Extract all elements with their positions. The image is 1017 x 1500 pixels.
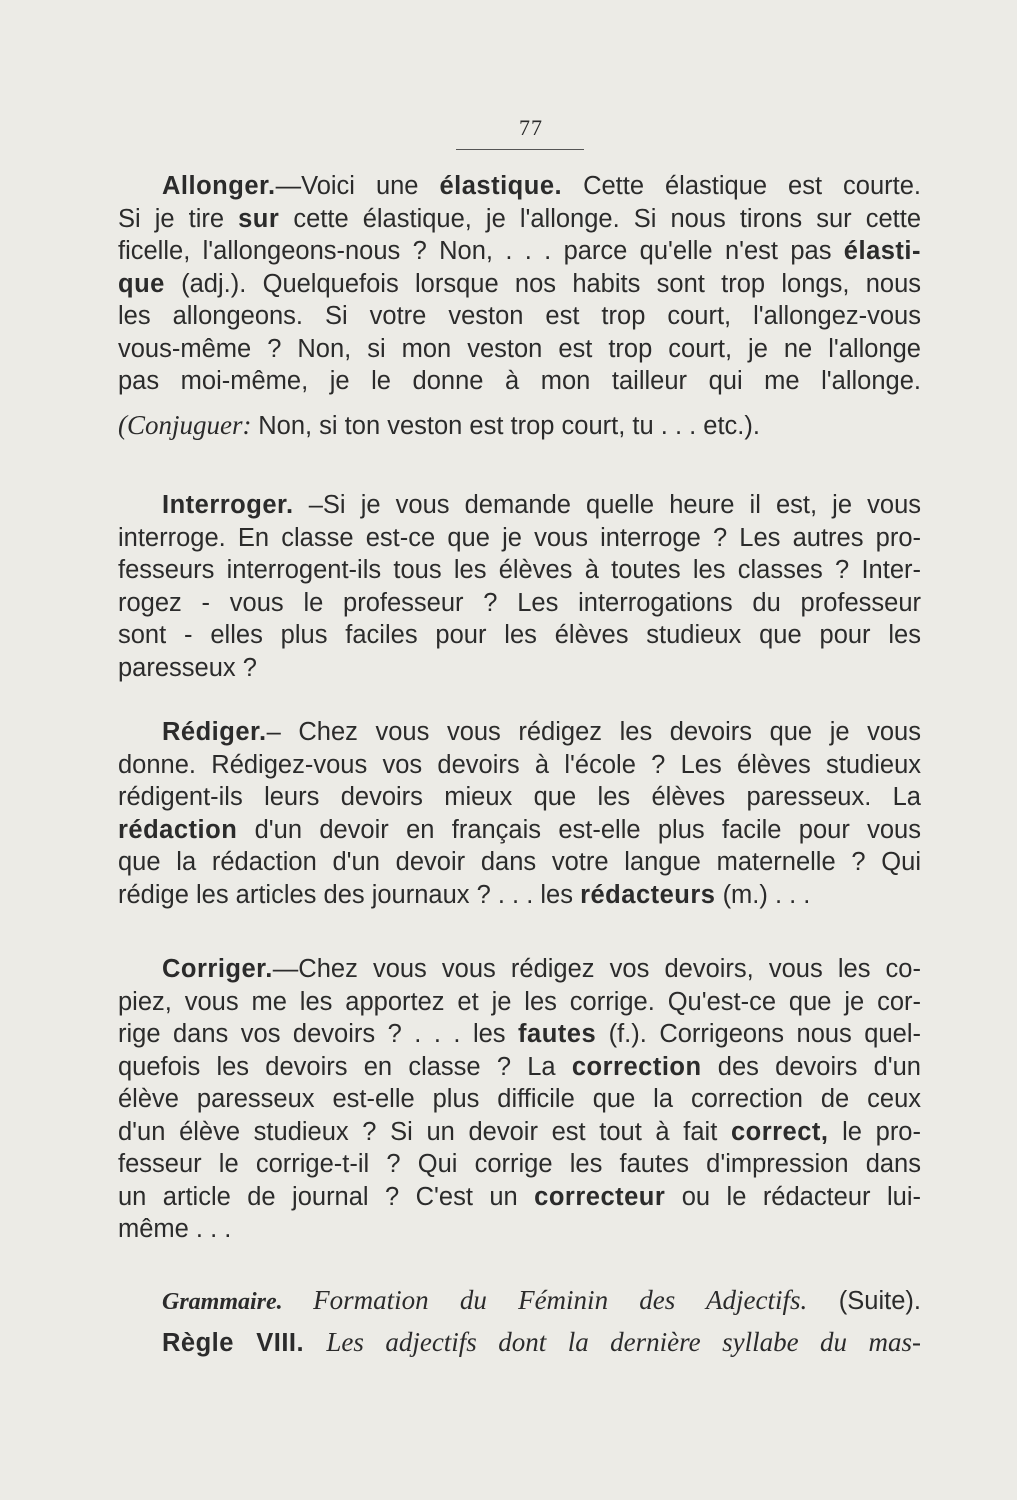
bold-term: élasti- [843, 237, 921, 265]
text-line [118, 652, 921, 685]
text-run: les allongeons. Si votre veston est trop court, l'allongez-vous [118, 302, 921, 330]
section-label: Grammaire. [162, 1289, 314, 1315]
text-line [118, 1083, 921, 1116]
text-line [118, 365, 921, 398]
paragraph-interroger [118, 489, 921, 684]
text-line [118, 1148, 921, 1181]
text-line [118, 1018, 921, 1051]
text-line [118, 300, 921, 333]
bold-term: élastique. [439, 172, 563, 200]
bold-term: Règle VIII. [162, 1329, 327, 1357]
text-line [118, 522, 921, 555]
text-line [118, 1322, 921, 1363]
text-line [118, 846, 921, 879]
text-run: (Suite). [807, 1287, 921, 1315]
text-line [118, 554, 921, 587]
italic-text: Les adjectifs dont la dernière syllabe du mas- [326, 1327, 921, 1357]
text-line [118, 814, 921, 847]
text-line [118, 749, 921, 782]
bold-term: Rédiger. [162, 718, 267, 746]
paragraph-allonger [118, 170, 921, 442]
text-line [118, 1051, 921, 1084]
text-run: rédige les articles des journaux ? . . . les [118, 880, 581, 909]
bold-term: rédaction [118, 815, 238, 844]
text-line [118, 409, 921, 443]
text-run: interroge. En classe est-ce que je vous interroge ? Les autres pro- [118, 523, 921, 552]
text-run: d'un élève studieux ? Si un devoir est tout à fait [118, 1117, 731, 1146]
text-line [118, 1181, 921, 1214]
text-run: —Voici une [275, 172, 440, 200]
text-run: (adj.). Quelquefois lorsque nos habits sont trop longs, nous [164, 269, 921, 298]
text-line [118, 203, 921, 236]
text-run: – Chez vous vous rédigez les devoirs que je vous [266, 718, 921, 746]
text-run: Cette élastique est courte. [562, 172, 921, 200]
text-run: cette élastique, je l'allonge. Si nous tirons sur cette [279, 204, 921, 233]
page-number: 77 [519, 115, 543, 140]
text-run: d'un devoir en français est-elle plus facile pour vous [237, 815, 921, 844]
text-line [118, 170, 921, 203]
text-run: Si je tire [118, 204, 239, 233]
text-run: vous-même ? Non, si mon veston est trop court, je ne l'allonge [118, 334, 921, 363]
text-run: quefois les devoirs en classe ? La [118, 1052, 572, 1081]
text-line [118, 953, 921, 986]
italic-text: Formation du Féminin des Adjectifs. [313, 1285, 808, 1315]
text-line [118, 1116, 921, 1149]
text-run: que la rédaction d'un devoir dans votre langue maternelle ? Qui [118, 848, 921, 876]
text-line [118, 235, 921, 268]
bold-term: Interroger. [162, 491, 294, 519]
bold-term: correcteur [534, 1182, 666, 1211]
text-run: ou le rédacteur lui- [665, 1182, 921, 1211]
text-run: même . . . [118, 1215, 232, 1243]
text-line [118, 587, 921, 620]
bold-term: Allonger. [162, 172, 276, 200]
bold-term: que [118, 269, 165, 298]
text-run: Non, si ton veston est trop court, tu . . . etc.). [258, 411, 760, 440]
text-run: un article de journal ? C'est un [118, 1182, 535, 1211]
bold-term: sur [238, 204, 280, 233]
text-run: le pro- [828, 1117, 921, 1146]
text-line [118, 489, 921, 522]
italic-text: (Conjuguer: [118, 409, 259, 440]
paragraph-rediger [118, 716, 921, 911]
text-line [118, 716, 921, 749]
text-run: sont - elles plus faciles pour les élèves studieux que pour les [118, 621, 921, 649]
text-line [118, 333, 921, 366]
text-run: —Chez vous vous rédigez vos devoirs, vous les co- [272, 955, 921, 983]
text-run: fesseur le corrige-t-il ? Qui corrige les fautes d'impression dans [118, 1150, 921, 1178]
bold-term: fautes [518, 1020, 597, 1048]
text-line [118, 1213, 921, 1246]
text-line [118, 879, 921, 912]
text-run: –Si je vous demande quelle heure il est, je vous [293, 491, 921, 519]
text-run: des devoirs d'un [701, 1052, 921, 1081]
text-run: élève paresseux est-elle plus difficile que la correction de ceux [118, 1085, 921, 1113]
text-run: fesseurs interrogent-ils tous les élèves à toutes les classes ? Inter- [118, 556, 921, 584]
text-run: pas moi-même, je le donne à mon tailleur qui me l'allonge. [118, 367, 921, 395]
page-number-rule [456, 149, 584, 150]
text-line [118, 619, 921, 652]
paragraph-grammaire [118, 1280, 921, 1363]
text-run: (m.) . . . [715, 880, 811, 909]
text-line [118, 268, 921, 301]
text-run: donne. Rédigez-vous vos devoirs à l'école ? Les élèves studieux [118, 750, 921, 779]
text-run: rige dans vos devoirs ? . . . les [118, 1020, 519, 1048]
text-line [118, 1280, 921, 1322]
text-line [118, 781, 921, 814]
text-run: rédigent-ils leurs devoirs mieux que les élèves paresseux. La [118, 783, 921, 811]
text-run: (f.). Corrigeons nous quel- [596, 1020, 921, 1048]
text-run: paresseux ? [118, 653, 257, 682]
text-run: ficelle, l'allongeons-nous ? Non, . . . parce qu'elle n'est pas [118, 237, 844, 265]
bold-term: correct, [730, 1117, 829, 1146]
text-line [118, 986, 921, 1019]
bold-term: Corriger. [162, 955, 273, 983]
text-run: rogez - vous le professeur ? Les interrogations du professeur [118, 588, 921, 617]
bold-term: correction [571, 1052, 702, 1081]
bold-term: rédacteurs [580, 880, 716, 909]
paragraph-corriger [118, 953, 921, 1246]
text-run: piez, vous me les apportez et je les corrige. Qu'est-ce que je cor- [118, 987, 921, 1016]
